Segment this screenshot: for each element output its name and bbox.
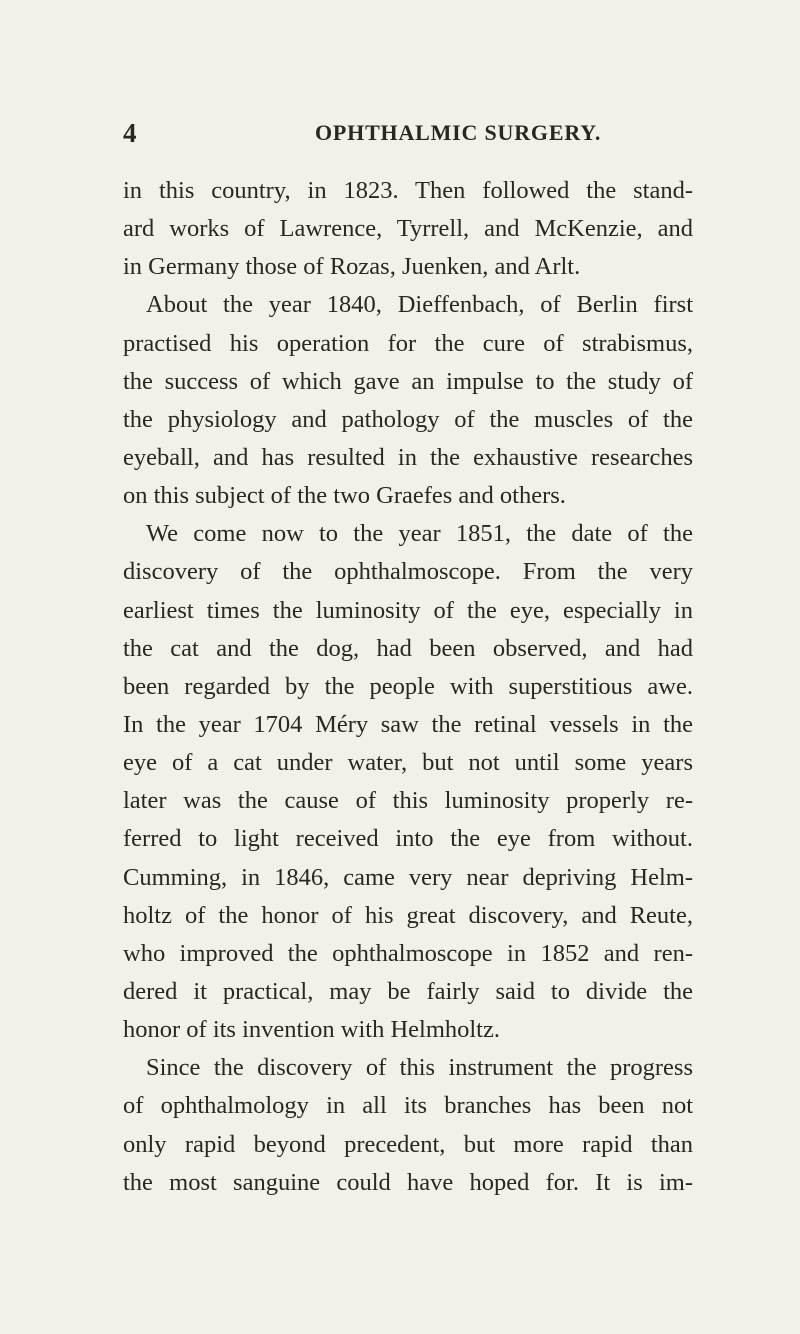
text-line: the cat and the dog, had been observed, and had	[123, 634, 693, 662]
text-line: holtz of the honor of his great discovery, and Reute,	[123, 901, 693, 929]
text-line: only rapid beyond precedent, but more rapid than	[123, 1130, 693, 1158]
text-line: Cumming, in 1846, came very near depriving Helm-	[123, 863, 693, 891]
text-line: practised his operation for the cure of strabismus,	[123, 329, 693, 357]
text-line: dered it practical, may be fairly said to divide the	[123, 977, 693, 1005]
text-line: eye of a cat under water, but not until some years	[123, 749, 693, 777]
text-line: ferred to light received into the eye from without.	[123, 825, 693, 853]
text-line: About the year 1840, Dieffenbach, of Berlin first	[146, 291, 693, 319]
text-line: been regarded by the people with superstitious awe.	[123, 672, 693, 700]
text-line: discovery of the ophthalmoscope. From the very	[123, 558, 693, 586]
text-line: in this country, in 1823. Then followed the stand-	[123, 177, 693, 204]
text-line: the physiology and pathology of the muscles of the	[123, 405, 693, 433]
text-line: on this subject of the two Graefes and others.	[123, 482, 566, 510]
text-line: In the year 1704 Méry saw the retinal vessels in the	[123, 710, 693, 738]
text-line: eyeball, and has resulted in the exhaustive researches	[123, 443, 693, 471]
text-line: ard works of Lawrence, Tyrrell, and McKenzie, and	[123, 215, 693, 243]
text-line: the most sanguine could have hoped for. It is im-	[123, 1168, 693, 1196]
text-line: in Germany those of Rozas, Juenken, and Arlt.	[123, 253, 581, 281]
text-line: We come now to the year 1851, the date of the	[146, 520, 693, 548]
text-line: the success of which gave an impulse to the study of	[123, 367, 693, 395]
text-line: Since the discovery of this instrument the progress	[146, 1054, 693, 1082]
running-head	[123, 118, 683, 152]
page-number: 4	[123, 118, 137, 148]
text-line: later was the cause of this luminosity properly re-	[123, 787, 693, 815]
body-text	[123, 172, 693, 1202]
running-title: OPHTHALMIC SURGERY.	[315, 120, 602, 145]
text-line: who improved the ophthalmoscope in 1852 and ren-	[123, 939, 693, 967]
text-line: earliest times the luminosity of the eye, especially in	[123, 596, 693, 624]
text-line: honor of its invention with Helmholtz.	[123, 1016, 500, 1044]
text-line: of ophthalmology in all its branches has been not	[123, 1092, 693, 1120]
